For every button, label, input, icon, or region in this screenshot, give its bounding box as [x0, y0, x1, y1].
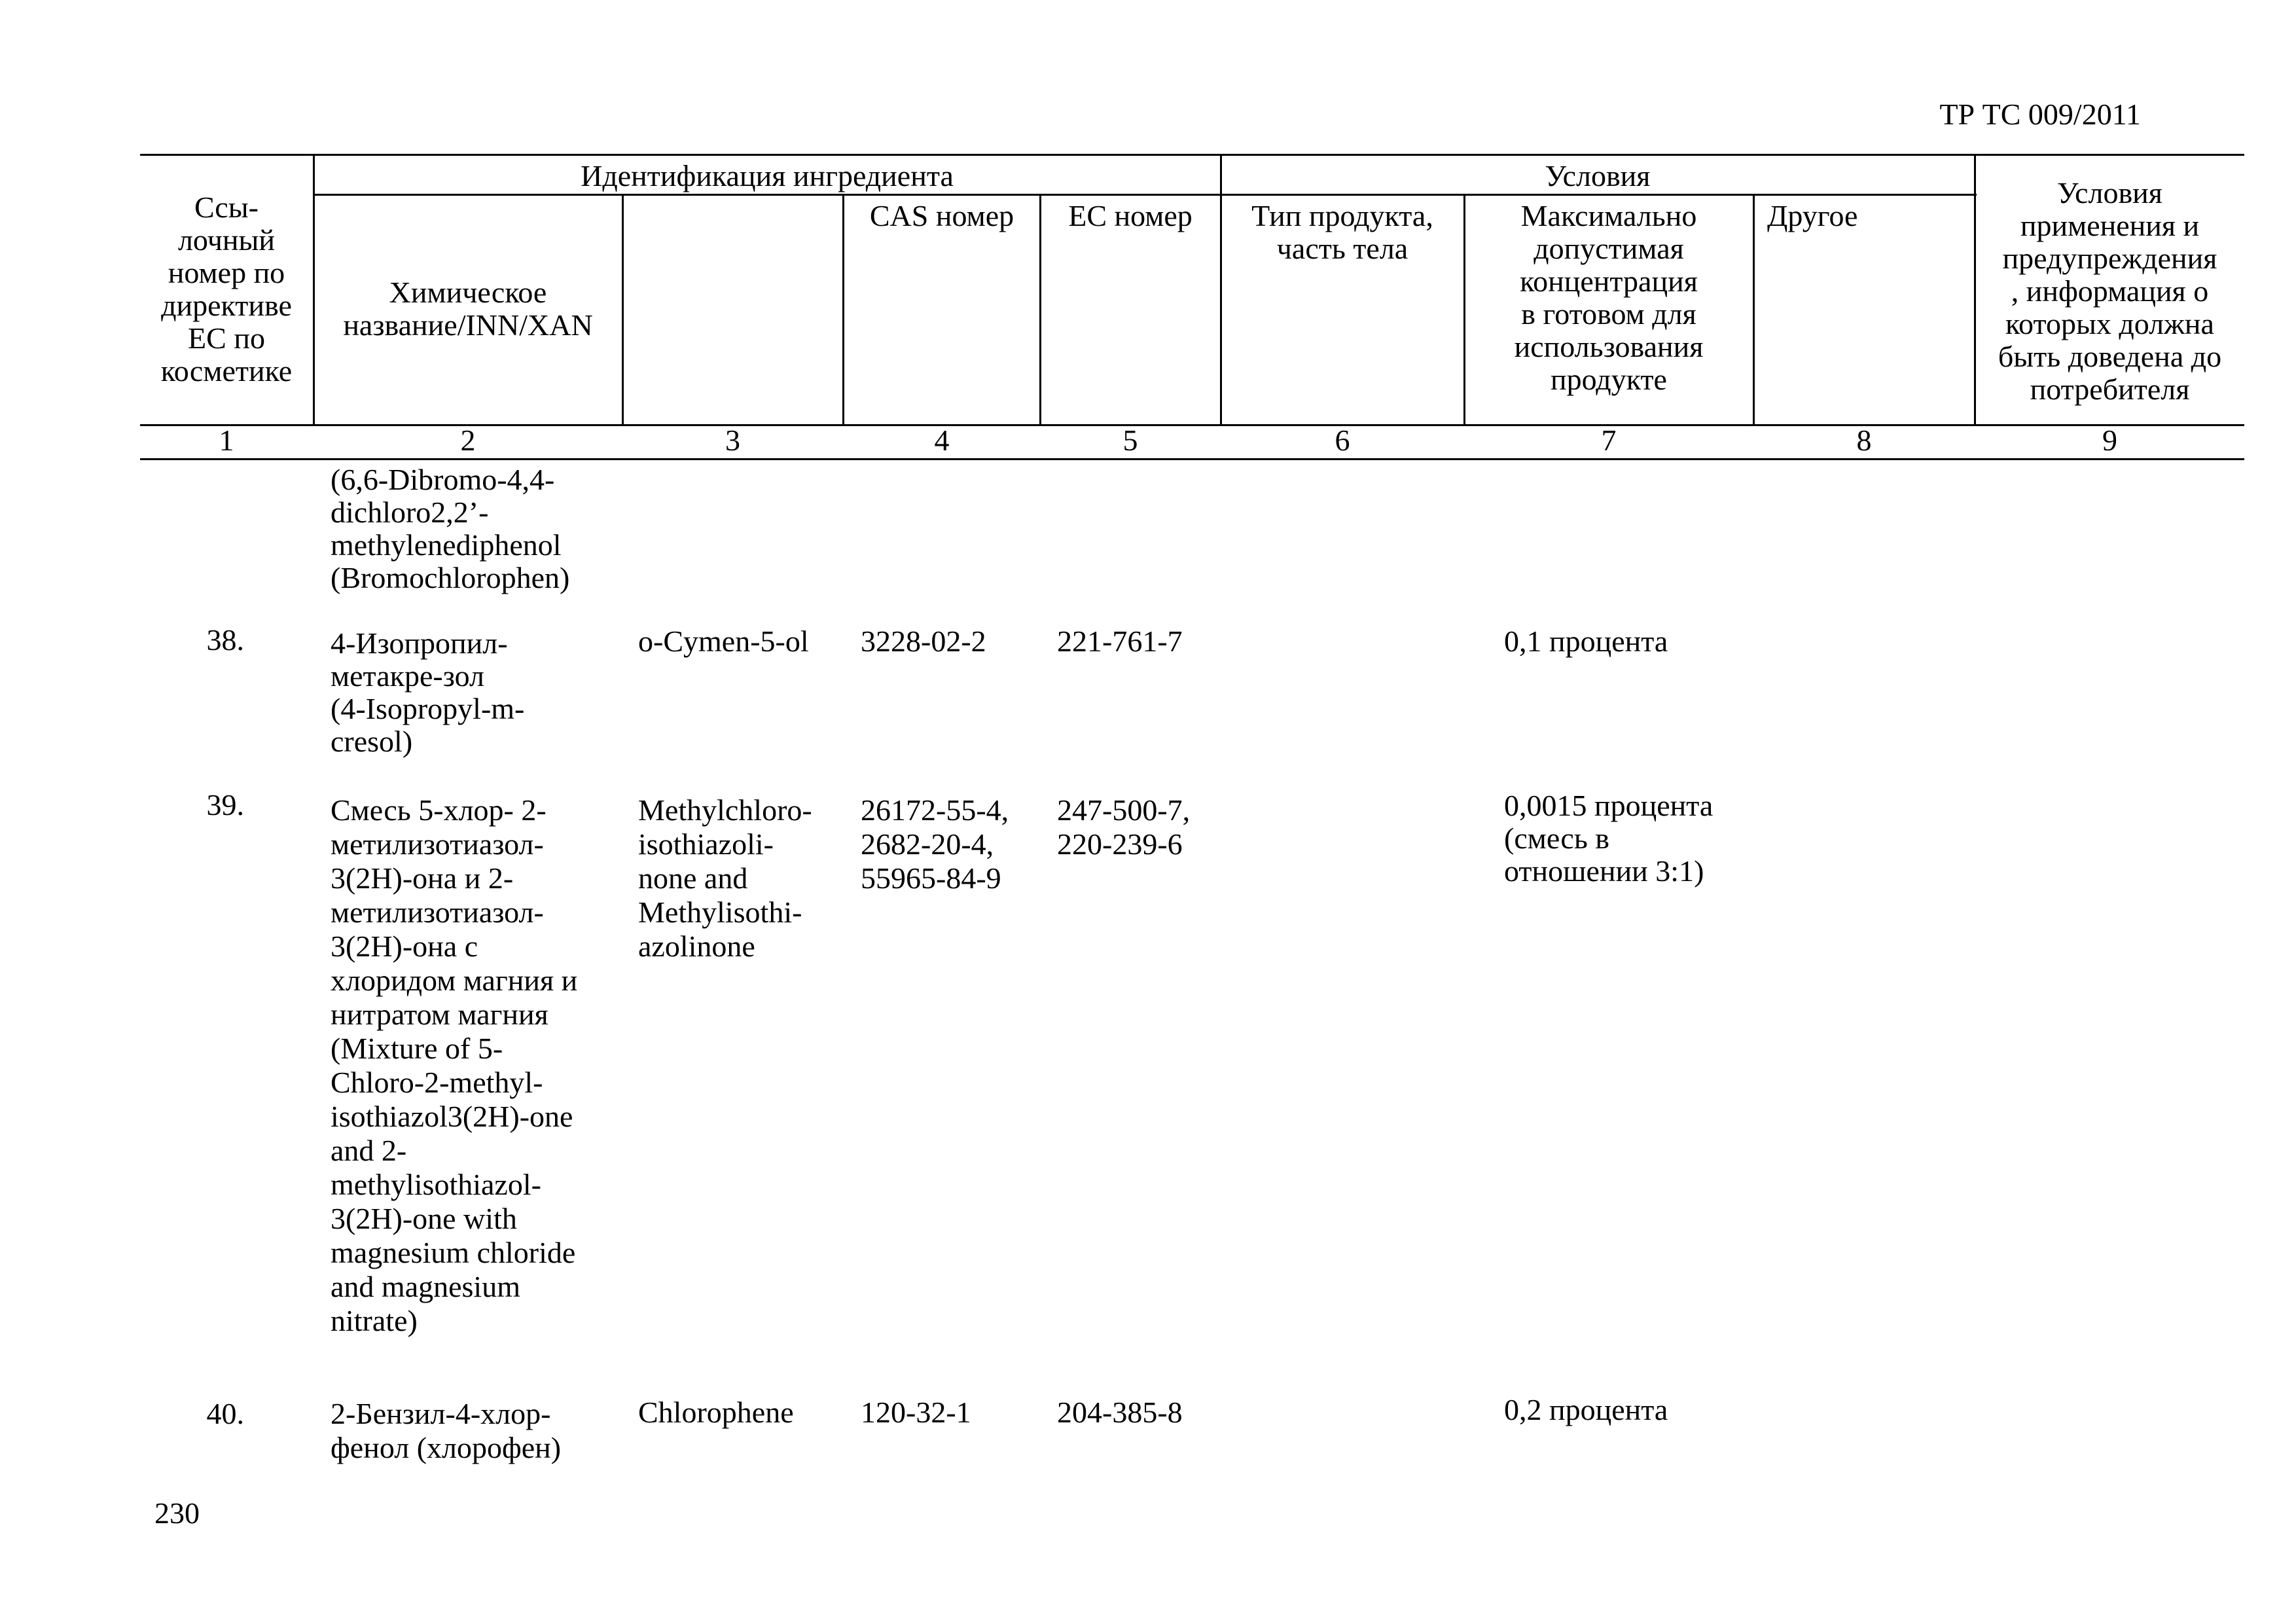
max-concentration: 0,2 процента	[1504, 1393, 1668, 1426]
column-number-5: 5	[1122, 424, 1138, 457]
page-number: 230	[154, 1496, 200, 1530]
col-divider-5	[1220, 154, 1222, 425]
inn-name: Methylchloro- isothiazoli- none and Methylisothi- azolinone	[638, 793, 812, 963]
column-number-4: 4	[934, 424, 950, 457]
header-cas-number: CAS номер	[869, 199, 1014, 232]
ref-number: 38.	[206, 623, 244, 657]
column-number-6: 6	[1335, 424, 1350, 457]
header-other: Другое	[1767, 199, 1858, 232]
ec-number: 221-761-7	[1057, 624, 1183, 658]
ec-number: 204-385-8	[1057, 1396, 1183, 1429]
column-number-1: 1	[219, 424, 234, 457]
cas-number: 3228-02-2	[861, 624, 986, 658]
header-identification: Идентификация ингредиента	[581, 159, 954, 192]
cas-number: 26172-55-4, 2682-20-4, 55965-84-9	[861, 793, 1009, 895]
inn-name: o-Cymen-5-ol	[638, 624, 809, 658]
chemical-name: Смесь 5-хлор- 2- метилизотиазол- 3(2Н)-она и 2- метилизотиазол- 3(2Н)-она с хлоридом магния и нитратом магния (Mixture of 5- Chloro-2-methyl- isothiazol3(2H)-one and 2- methylisothiazol- 3(2H)-one with magnesium chloride and magnesium nitrate)	[331, 793, 578, 1337]
header-ec-number: ЕС номер	[1068, 199, 1193, 232]
subheader-divider-right	[1221, 194, 1977, 196]
col-divider-2	[622, 194, 624, 425]
header-product-type: Тип продукта, часть тела	[1251, 199, 1433, 265]
column-numbers-bottom-border	[140, 458, 2244, 460]
table-top-border	[140, 154, 2244, 156]
chemical-name: 4-Изопропил- метакре-зол (4-Isopropyl-m- cresol)	[331, 626, 525, 758]
col-divider-7	[1753, 194, 1755, 425]
max-concentration: 0,0015 процента (смесь в отношении 3:1)	[1504, 789, 1713, 888]
header-ref-number: Ссы- лочный номер по директиве ЕС по косметике	[160, 190, 293, 388]
inn-name: Chlorophene	[638, 1396, 794, 1429]
document-code: ТР ТС 009/2011	[1939, 98, 2141, 131]
cas-number: 120-32-1	[861, 1396, 971, 1429]
continued-chemical-name: (6,6-Dibromo-4,4- dichloro2,2’- methylenediphenol (Bromochlorophen)	[331, 463, 570, 594]
header-chemical-name: Химическое название/INN/XAN	[343, 276, 593, 342]
column-number-3: 3	[725, 424, 740, 457]
header-conditions: Условия	[1545, 159, 1651, 192]
ref-number: 40.	[206, 1397, 244, 1430]
chemical-name: 2-Бензил-4-хлор- фенол (хлорофен)	[331, 1397, 562, 1464]
column-number-8: 8	[1856, 424, 1872, 457]
ref-number: 39.	[206, 788, 244, 821]
subheader-divider-left	[314, 194, 1221, 196]
header-warnings: Условия применения и предупреждения , информация о которых должна быть доведена до потребителя	[1998, 176, 2222, 406]
column-number-2: 2	[460, 424, 476, 457]
header-max-concentration: Максимально допустимая концентрация в готовом для использования продукте	[1514, 199, 1704, 396]
ec-number: 247-500-7, 220-239-6	[1057, 793, 1191, 861]
max-concentration: 0,1 процента	[1504, 624, 1668, 658]
column-number-9: 9	[2102, 424, 2117, 457]
column-number-7: 7	[1601, 424, 1617, 457]
